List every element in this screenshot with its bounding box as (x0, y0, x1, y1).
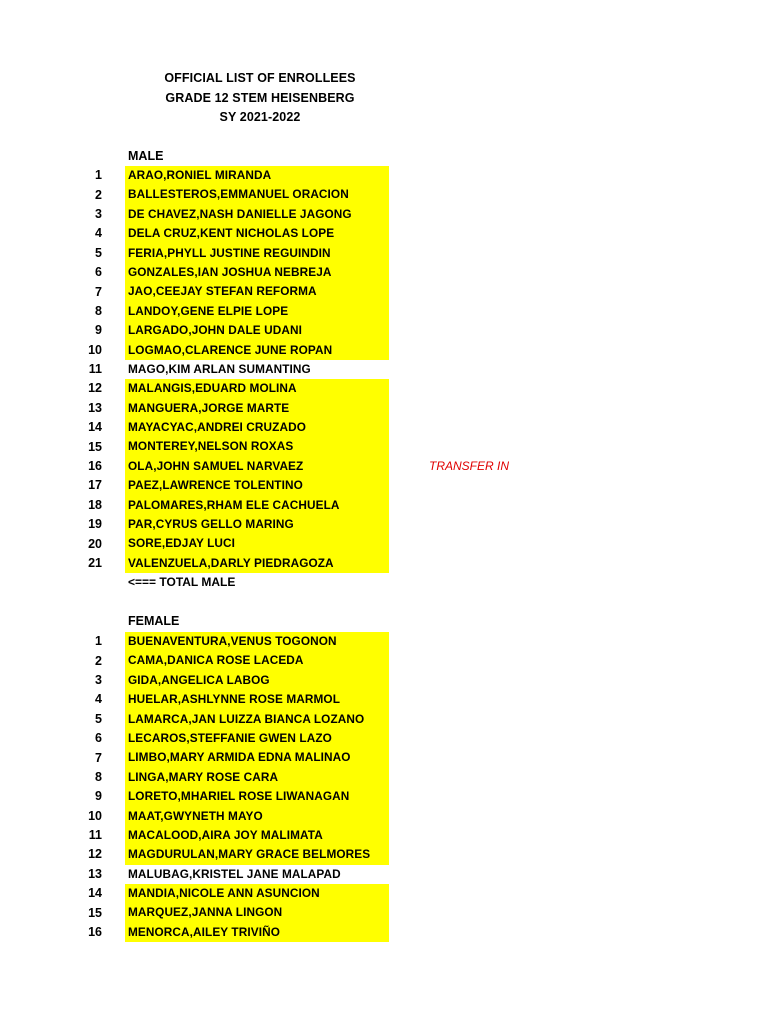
student-number: 13 (88, 400, 102, 415)
student-row (0, 903, 768, 922)
student-number: 7 (95, 750, 102, 765)
student-name: MAYACYAC,ANDREI CRUZADO (125, 418, 389, 437)
student-row (0, 807, 768, 826)
student-row (0, 515, 768, 534)
student-number: 9 (95, 323, 102, 338)
student-number: 12 (88, 847, 102, 862)
student-row (0, 826, 768, 845)
male-section-label: MALE (128, 149, 164, 163)
student-name: LORETO,MHARIEL ROSE LIWANAGAN (125, 787, 389, 806)
student-row (0, 787, 768, 806)
male-student-list (0, 166, 768, 573)
student-number: 12 (88, 381, 102, 396)
student-number: 11 (88, 362, 102, 377)
student-name: MARQUEZ,JANNA LINGON (125, 903, 389, 922)
student-name: LIMBO,MARY ARMIDA EDNA MALINAO (125, 748, 389, 767)
document-title: OFFICIAL LIST OF ENROLLEES (164, 71, 356, 85)
student-number: 5 (95, 245, 102, 260)
student-number: 14 (88, 886, 102, 901)
student-row (0, 437, 768, 456)
student-name: BALLESTEROS,EMMANUEL ORACION (125, 185, 389, 204)
student-number: 2 (95, 653, 102, 668)
student-row (0, 224, 768, 243)
student-name: GIDA,ANGELICA LABOG (125, 671, 389, 690)
female-student-list (0, 632, 768, 942)
student-number: 7 (95, 284, 102, 299)
student-row (0, 399, 768, 418)
student-name: VALENZUELA,DARLY PIEDRAGOZA (125, 554, 389, 573)
total-male-label: <=== TOTAL MALE (128, 575, 236, 589)
student-row (0, 185, 768, 204)
student-number: 6 (95, 731, 102, 746)
student-name: LAMARCA,JAN LUIZZA BIANCA LOZANO (125, 710, 389, 729)
student-name: MENORCA,AILEY TRIVIÑO (125, 923, 389, 942)
student-row (0, 205, 768, 224)
student-row (0, 341, 768, 360)
student-row (0, 768, 768, 787)
section-name: GRADE 12 STEM HEISENBERG (165, 91, 355, 105)
student-row (0, 671, 768, 690)
student-row (0, 496, 768, 515)
student-row (0, 632, 768, 651)
student-row (0, 418, 768, 437)
student-name: LINGA,MARY ROSE CARA (125, 768, 389, 787)
student-note: TRANSFER IN (429, 459, 510, 474)
student-row (0, 554, 768, 573)
student-name: ARAO,RONIEL MIRANDA (125, 166, 389, 185)
student-row (0, 651, 768, 670)
student-number: 8 (95, 303, 102, 318)
student-name: BUENAVENTURA,VENUS TOGONON (125, 632, 389, 651)
student-number: 4 (95, 226, 102, 241)
student-name: FERIA,PHYLL JUSTINE REGUINDIN (125, 244, 389, 263)
student-row (0, 865, 768, 884)
student-name: GONZALES,IAN JOSHUA NEBREJA (125, 263, 389, 282)
student-number: 16 (88, 459, 102, 474)
student-number: 16 (88, 925, 102, 940)
student-number: 5 (95, 711, 102, 726)
student-number: 18 (88, 497, 102, 512)
student-name: PAEZ,LAWRENCE TOLENTINO (125, 476, 389, 495)
student-name: MANGUERA,JORGE MARTE (125, 399, 389, 418)
student-number: 15 (88, 905, 102, 920)
student-row (0, 244, 768, 263)
student-name: OLA,JOHN SAMUEL NARVAEZ (125, 457, 389, 476)
student-row (0, 845, 768, 864)
student-number: 17 (88, 478, 102, 493)
student-number: 11 (88, 828, 102, 843)
student-name: JAO,CEEJAY STEFAN REFORMA (125, 282, 389, 301)
student-name: MAGO,KIM ARLAN SUMANTING (128, 361, 311, 376)
student-number: 15 (88, 439, 102, 454)
student-row (0, 884, 768, 903)
student-name: MAAT,GWYNETH MAYO (125, 807, 389, 826)
student-number: 19 (88, 517, 102, 532)
student-name: DELA CRUZ,KENT NICHOLAS LOPE (125, 224, 389, 243)
student-number: 10 (88, 342, 102, 357)
student-name: SORE,EDJAY LUCI (125, 534, 389, 553)
student-name: LANDOY,GENE ELPIE LOPE (125, 302, 389, 321)
student-name: DE CHAVEZ,NASH DANIELLE JAGONG (125, 205, 389, 224)
student-row (0, 360, 768, 379)
student-number: 2 (95, 187, 102, 202)
student-row (0, 263, 768, 282)
student-name: LARGADO,JOHN DALE UDANI (125, 321, 389, 340)
student-name: LECAROS,STEFFANIE GWEN LAZO (125, 729, 389, 748)
student-row (0, 302, 768, 321)
student-row (0, 710, 768, 729)
student-row (0, 379, 768, 398)
student-name: MACALOOD,AIRA JOY MALIMATA (125, 826, 389, 845)
student-row (0, 457, 768, 476)
student-row (0, 282, 768, 301)
student-name: MAGDURULAN,MARY GRACE BELMORES (125, 845, 389, 864)
student-row (0, 534, 768, 553)
student-row (0, 690, 768, 709)
student-number: 13 (88, 866, 102, 881)
student-row (0, 748, 768, 767)
student-number: 20 (88, 536, 102, 551)
student-number: 3 (95, 206, 102, 221)
student-name: PAR,CYRUS GELLO MARING (125, 515, 389, 534)
student-name: MALANGIS,EDUARD MOLINA (125, 379, 389, 398)
female-section-label: FEMALE (128, 614, 180, 628)
student-row (0, 476, 768, 495)
student-name: MALUBAG,KRISTEL JANE MALAPAD (128, 866, 341, 881)
student-number: 10 (88, 808, 102, 823)
student-name: PALOMARES,RHAM ELE CACHUELA (125, 496, 389, 515)
student-name: MONTEREY,NELSON ROXAS (125, 437, 389, 456)
student-number: 14 (88, 420, 102, 435)
student-number: 1 (95, 634, 102, 649)
student-number: 8 (95, 769, 102, 784)
student-number: 3 (95, 672, 102, 687)
student-number: 21 (88, 556, 102, 570)
student-name: CAMA,DANICA ROSE LACEDA (125, 651, 389, 670)
student-number: 4 (95, 692, 102, 707)
student-number: 6 (95, 265, 102, 280)
student-number: 9 (95, 789, 102, 804)
student-name: MANDIA,NICOLE ANN ASUNCION (125, 884, 389, 903)
student-row (0, 923, 768, 942)
student-number: 1 (95, 168, 102, 183)
student-row (0, 166, 768, 185)
student-name: HUELAR,ASHLYNNE ROSE MARMOL (125, 690, 389, 709)
school-year: SY 2021-2022 (219, 110, 301, 124)
student-name: LOGMAO,CLARENCE JUNE ROPAN (125, 341, 389, 360)
student-row (0, 321, 768, 340)
student-row (0, 729, 768, 748)
